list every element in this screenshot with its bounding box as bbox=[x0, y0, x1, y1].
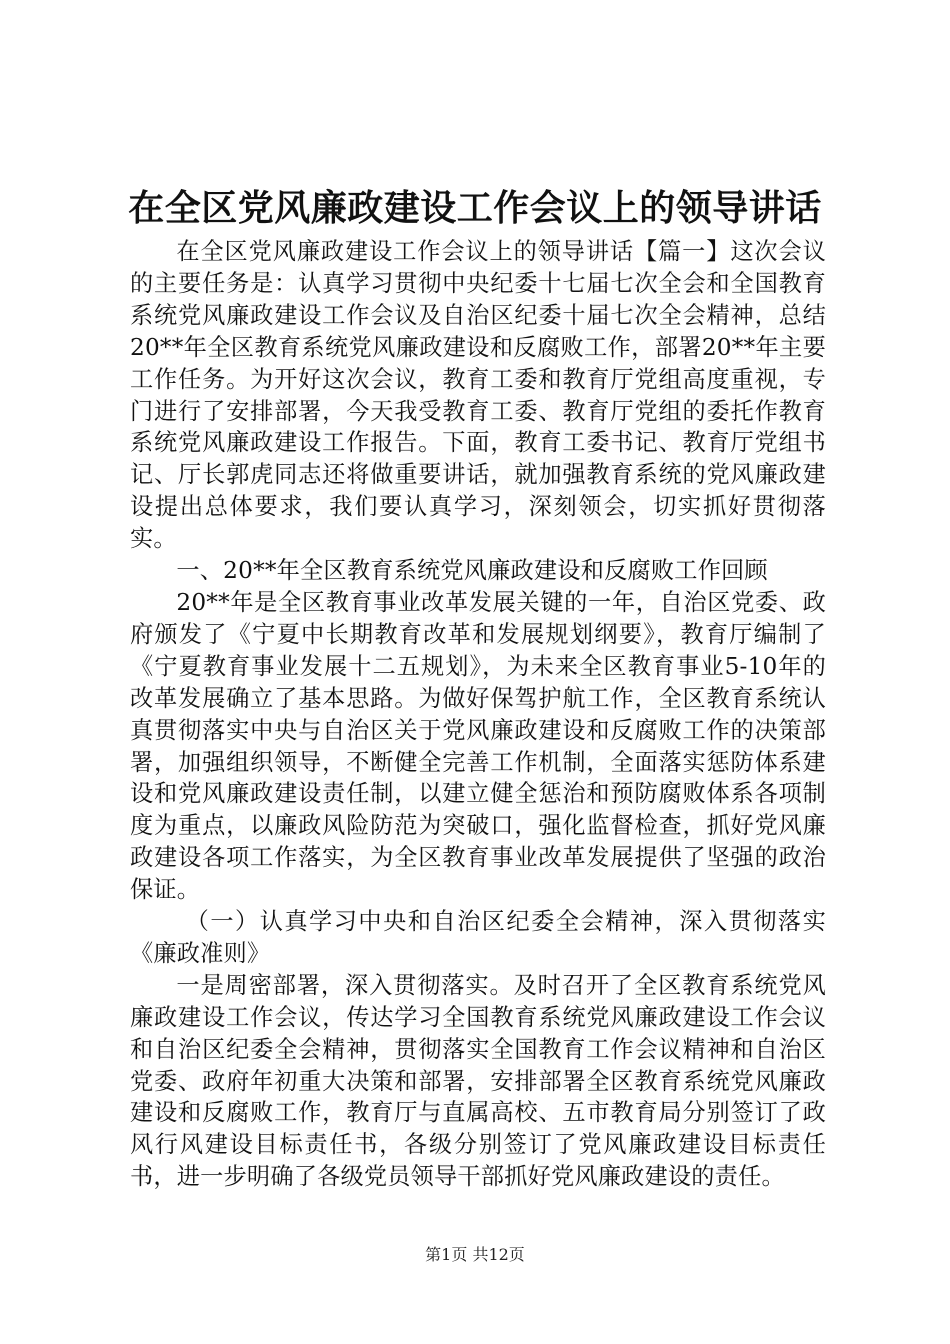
subsection-heading-study: （一）认真学习中央和自治区纪委全会精神，深入贯彻落实《廉政准则》 bbox=[130, 908, 826, 967]
paragraph-deployment: 一是周密部署，深入贯彻落实。及时召开了全区教育系统党风廉政建设工作会议，传达学习全国教育系统党风廉政建设工作会议和自治区纪委全会精神，贯彻落实全国教育工作会议精神和自治区党委、政府年初重大决策和部署，安排部署全区教育系统党风廉政建设和反腐败工作，教育厅与直属高校、五市教育局分别签订了政风行风建设目标责任书，各级分别签订了党风廉政建设目标责任书，进一步明确了各级党员领导干部抓好党风廉政建设的责任。 bbox=[130, 971, 826, 1191]
document-title: 在全区党风廉政建设工作会议上的领导讲话 bbox=[128, 187, 822, 229]
section-heading-review: 一、20**年全区教育系统党风廉政建设和反腐败工作回顾 bbox=[176, 557, 768, 585]
document-body bbox=[130, 236, 826, 1193]
page-number-footer: 第1页 共12页 bbox=[425, 1245, 525, 1264]
paragraph-intro: 在全区党风廉政建设工作会议上的领导讲话【篇一】这次会议的主要任务是：认真学习贯彻中央纪委十七届七次全会和全国教育系统党风廉政建设工作会议及自治区纪委十届七次全会精神，总结20**年全区教育系统党风廉政建设和反腐败工作，部署20**年主要工作任务。为开好这次会议，教育工委和教育厅党组高度重视，专门进行了安排部署，今天我受教育工委、教育厅党组的委托作教育系统党风廉政建设工作报告。下面，教育工委书记、教育厅党组书记、厅长郭虎同志还将做重要讲话，就加强教育系统的党风廉政建设提出总体要求，我们要认真学习，深刻领会，切实抓好贯彻落实。 bbox=[130, 238, 826, 553]
paragraph-review: 20**年是全区教育事业改革发展关键的一年，自治区党委、政府颁发了《宁夏中长期教育改革和发展规划纲要》，教育厅编制了《宁夏教育事业发展十二五规划》，为未来全区教育事业5-10年的改革发展确立了基本思路。为做好保驾护航工作，全区教育系统认真贯彻落实中央与自治区关于党风廉政建设和反腐败工作的决策部署，加强组织领导，不断健全完善工作机制，全面落实惩防体系建设和党风廉政建设责任制，以建立健全惩治和预防腐败体系各项制度为重点，以廉政风险防范为突破口，强化监督检查，抓好党风廉政建设各项工作落实，为全区教育事业改革发展提供了坚强的政治保证。 bbox=[130, 588, 826, 904]
